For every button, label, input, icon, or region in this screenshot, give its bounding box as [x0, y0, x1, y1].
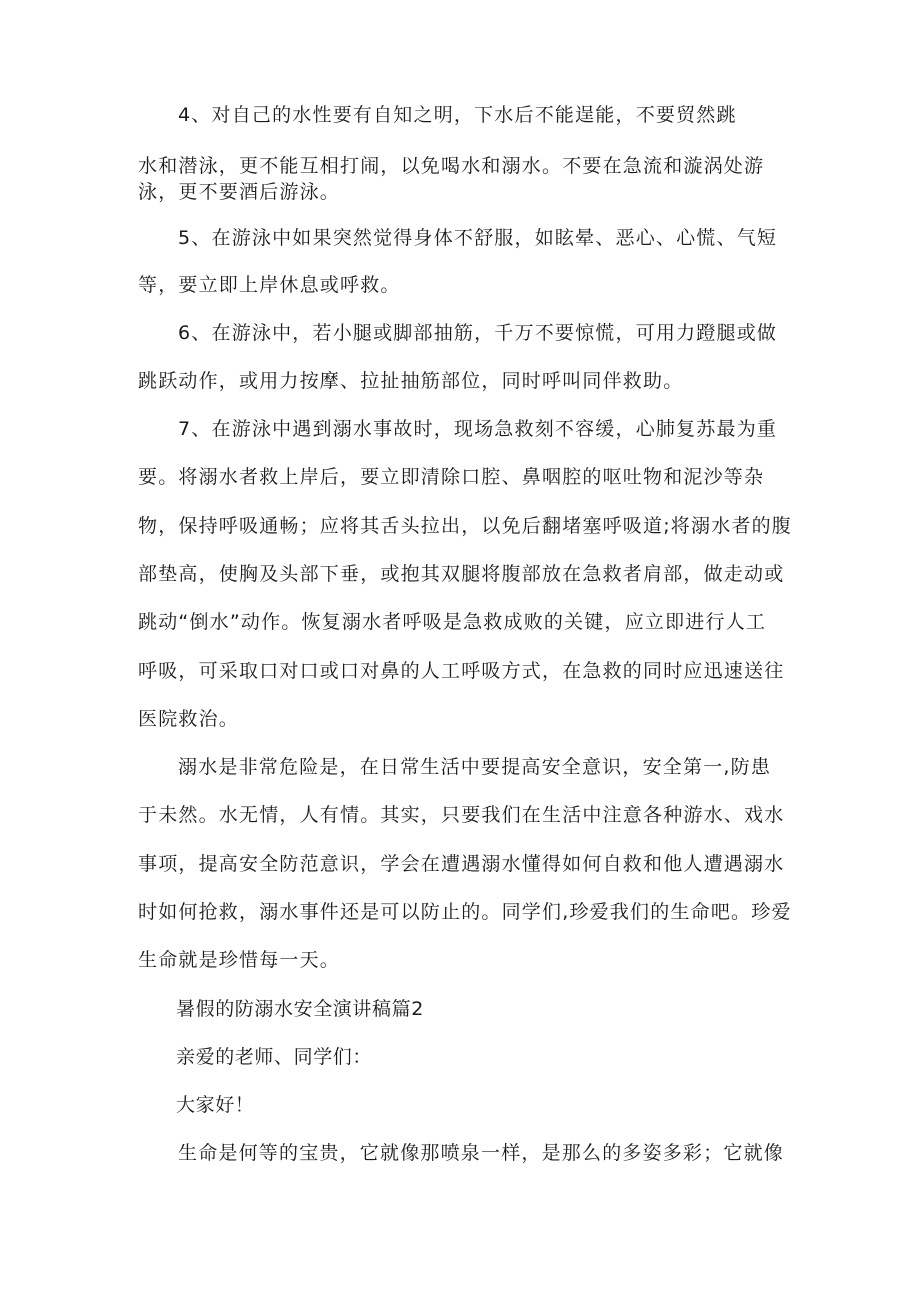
paragraph-7-line-4: 部垫高，使胸及头部下垂，或抱其双腿将腹部放在急救者肩部，做走动或: [138, 563, 785, 585]
paragraph-7-line-3: 物，保持呼吸通畅；应将其舌头拉出，以免后翻堵塞呼吸道;将溺水者的腹: [138, 515, 793, 537]
paragraph-7-line-5: 跳动“倒水”动作。恢复溺水者呼吸是急救成败的关键，应立即进行人工: [138, 611, 767, 633]
salutation: 亲爱的老师、同学们：: [176, 1046, 373, 1068]
paragraph-4-line-2: 水和潜泳，更不能互相打闹，以免喝水和溺水。不要在急流和漩涡处游: [138, 155, 765, 177]
conclusion-line-2: 于未然。水无情，人有情。其实，只要我们在生活中注意各种游水、戏水: [138, 804, 785, 826]
paragraph-5-line-1: 5、在游泳中如果突然觉得身体不舒服，如眩晕、恶心、心慌、气短: [178, 227, 778, 249]
paragraph-6-line-2: 跳跃动作，或用力按摩、拉扯抽筋部位，同时呼叫同伴救助。: [138, 370, 684, 392]
paragraph-7-line-2: 要。将溺水者救上岸后，要立即清除口腔、鼻咽腔的呕吐物和泥沙等杂: [138, 466, 765, 488]
paragraph-4-line-1: 4、对自己的水性要有自知之明，下水后不能逞能，不要贸然跳: [178, 104, 737, 126]
paragraph-6-line-1: 6、在游泳中，若小腿或脚部抽筋，千万不要惊慌，可用力蹬腿或做: [178, 322, 778, 344]
paragraph-7-line-7: 医院救治。: [138, 708, 240, 730]
conclusion-line-4: 时如何抢救，溺水事件还是可以防止的。同学们,珍爱我们的生命吧。珍爱: [138, 901, 792, 923]
conclusion-line-3: 事项，提高安全防范意识，学会在遭遇溺水懂得如何自救和他人遭遇溺水: [138, 853, 785, 875]
paragraph-7-line-1: 7、在游泳中遇到溺水事故时，现场急救刻不容缓，心肺复苏最为重: [178, 418, 778, 440]
conclusion-line-5: 生命就是珍惜每一天。: [138, 949, 341, 971]
paragraph-7-line-6: 呼吸，可采取口对口或口对鼻的人工呼吸方式，在急救的同时应迅速送往: [138, 660, 785, 682]
paragraph-5-line-2: 等，要立即上岸休息或呼救。: [138, 274, 401, 296]
conclusion-line-1: 溺水是非常危险是，在日常生活中要提高安全意识，安全第一,防患: [178, 756, 772, 778]
paragraph-4-line-3: 泳，更不要酒后游泳。: [138, 181, 341, 203]
greeting: 大家好！: [176, 1094, 255, 1116]
speech-line-1: 生命是何等的宝贵，它就像那喷泉一样，是那么的多姿多彩；它就像: [178, 1142, 785, 1164]
section-heading: 暑假的防溺水安全演讲稿篇2: [176, 998, 424, 1020]
